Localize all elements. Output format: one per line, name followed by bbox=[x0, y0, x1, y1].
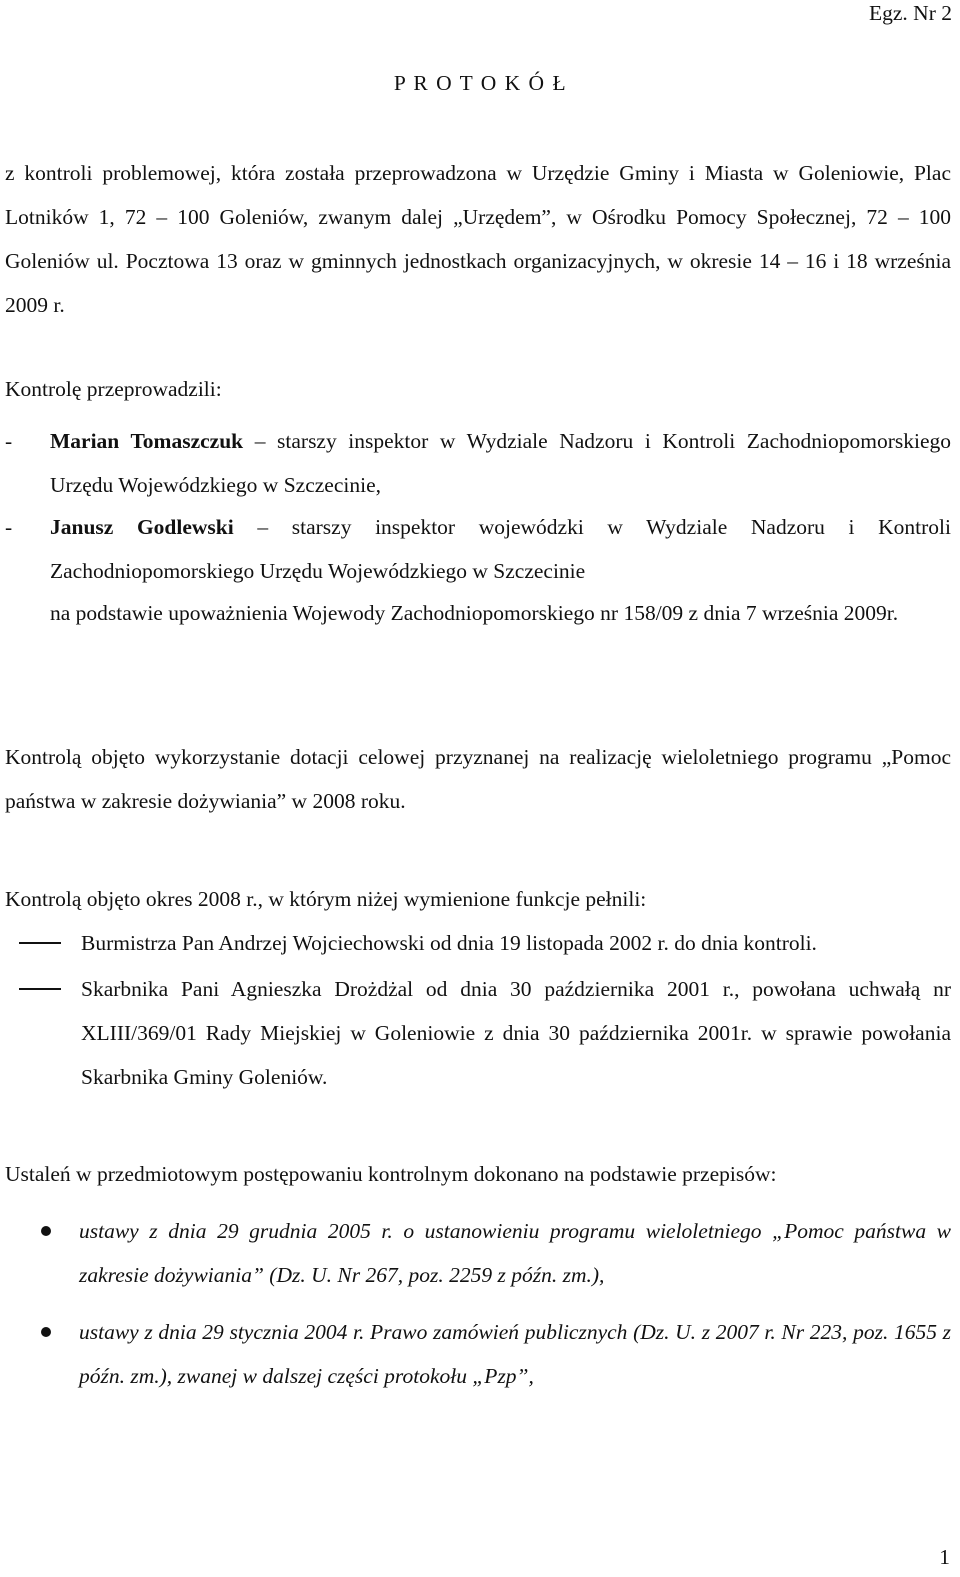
controller-item bbox=[5, 419, 951, 507]
dash-icon bbox=[19, 988, 61, 990]
legal-basis-text: ustawy z dnia 29 stycznia 2004 r. Prawo zamówień publicznych (Dz. U. z 2007 r. Nr 223, poz. 1655 z późn. zm.), zwanej w dalszej części protokołu „Pzp”, bbox=[79, 1320, 951, 1388]
bullet-icon bbox=[41, 1226, 51, 1236]
function-item bbox=[5, 921, 951, 965]
controller-name: Janusz Godlewski bbox=[50, 515, 234, 539]
document-title: P R O T O K Ó Ł bbox=[393, 71, 567, 95]
legal-basis-item bbox=[5, 1209, 951, 1297]
controller-role: – starszy inspektor w Wydziale Nadzoru i Kontroli Zachodniopomorskiego Urzędu Wojewódzkiego w Szczecinie, bbox=[50, 429, 951, 497]
intro-paragraph: z kontroli problemowej, która została przeprowadzona w Urzędzie Gminy i Miasta w Goleniowie, Plac Lotników 1, 72 – 100 Goleniów, zwanym dalej „Urzędem”, w Ośrodku Pomocy Społecznej, 72 – 100 Goleniów ul. Pocztowa 13 oraz w gminnych jednostkach organizacyjnych, w okresie 14 – 16 i 18 września 2009 r. bbox=[5, 161, 951, 317]
list-dash: - bbox=[5, 429, 13, 453]
legal-basis-heading: Ustaleń w przedmiotowym postępowaniu kontrolnym dokonano na podstawie przepisów: bbox=[5, 1162, 777, 1186]
controller-text bbox=[50, 505, 951, 593]
period-heading: Kontrolą objęto okres 2008 r., w którym niżej wymienione funkcje pełnili: bbox=[5, 887, 647, 911]
function-item bbox=[5, 967, 951, 1099]
page-number: 1 bbox=[939, 1545, 950, 1569]
dash-icon bbox=[19, 942, 61, 944]
controller-name: Marian Tomaszczuk bbox=[50, 429, 244, 453]
copy-number: Egz. Nr 2 bbox=[869, 1, 952, 25]
authorization-paragraph: na podstawie upoważnienia Wojewody Zachodniopomorskiego nr 158/09 z dnia 7 września 2009r. bbox=[50, 601, 899, 625]
controllers-heading: Kontrolę przeprowadzili: bbox=[5, 377, 222, 401]
function-text: Skarbnika Pani Agnieszka Drożdżal od dnia 30 października 2001 r., powołana uchwałą nr XLIII/369/01 Rady Miejskiej w Goleniowie z dnia 30 października 2001r. w sprawie powołania Skarbnika Gminy Goleniów. bbox=[81, 977, 951, 1089]
controller-text bbox=[50, 419, 951, 507]
list-dash: - bbox=[5, 515, 13, 539]
legal-basis-text: ustawy z dnia 29 grudnia 2005 r. o ustanowieniu programu wieloletniego „Pomoc państwa w zakresie dożywiania” (Dz. U. Nr 267, poz. 2259 z późn. zm.), bbox=[79, 1219, 951, 1287]
legal-basis-item bbox=[5, 1310, 951, 1398]
controller-item bbox=[5, 505, 951, 593]
scope-paragraph: Kontrolą objęto wykorzystanie dotacji celowej przyznanej na realizację wieloletniego programu „Pomoc państwa w zakresie dożywiania” w 2008 roku. bbox=[5, 745, 951, 813]
function-text: Burmistrza Pan Andrzej Wojciechowski od dnia 19 listopada 2002 r. do dnia kontroli. bbox=[81, 931, 817, 955]
bullet-icon bbox=[41, 1327, 51, 1337]
controller-role: – starszy inspektor wojewódzki w Wydziale Nadzoru i Kontroli Zachodniopomorskiego Urzędu Wojewódzkiego w Szczecinie bbox=[50, 515, 951, 583]
